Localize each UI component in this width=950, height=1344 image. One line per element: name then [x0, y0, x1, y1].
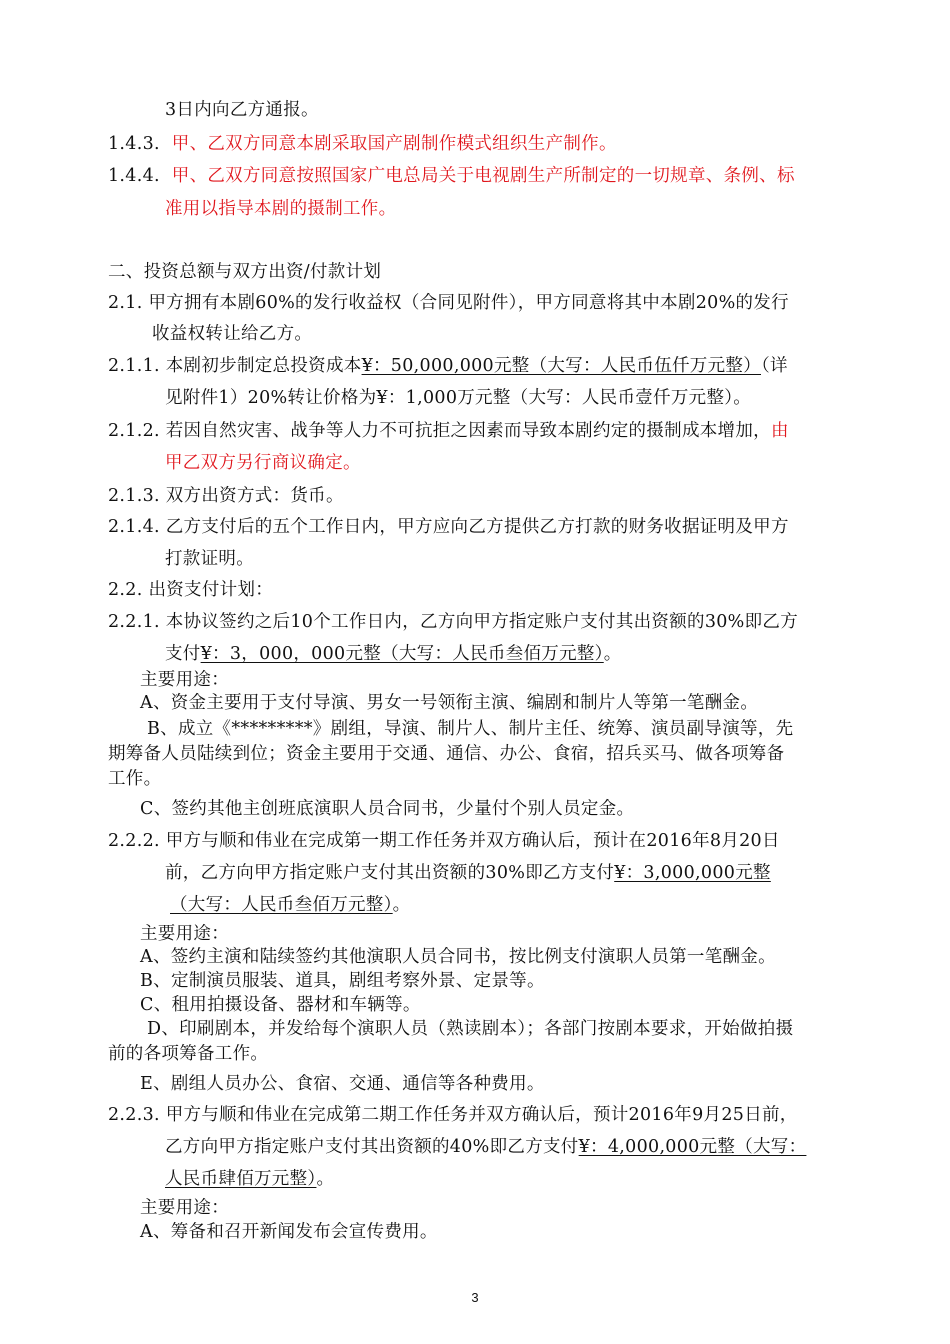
clause-2-1-3: 2.1.3. 双方出资方式：货币。 [108, 486, 344, 506]
clause-2-1-4: 2.1.4. 乙方支付后的五个工作日内，甲方应向乙方提供乙方打款的财务收据证明及甲方 [108, 517, 789, 537]
usage-item: B、定制演员服装、道具，剧组考察外景、定景等。 [140, 971, 545, 991]
text-line: 3日内向乙方通报。 [165, 100, 319, 120]
usage-item: 工作。 [108, 769, 162, 789]
amount-underlined: ¥：50,000,000元整（大写：人民币伍仟万元整） [361, 356, 761, 376]
clause-2-1-2 [108, 420, 789, 442]
usage-heading: 主要用途： [140, 924, 229, 944]
usage-item: C、租用拍摄设备、器材和车辆等。 [140, 995, 421, 1015]
usage-item: A、签约主演和陆续签约其他演职人员合同书，按比例支付演职人员第一笔酬金。 [140, 947, 776, 967]
clause-text: 乙方向甲方指定账户支付其出资额的40%即乙方支付 [165, 1137, 579, 1157]
clause-2-2-2: 2.2.2. 甲方与顺和伟业在完成第一期工作任务并双方确认后，预计在2016年8月20日 [108, 831, 780, 851]
clause-text-red: 甲乙双方另行商议确定。 [165, 453, 361, 473]
amount-underlined: ¥：3，000，000元整（大写：人民币叁佰万元整） [200, 644, 604, 664]
usage-heading: 主要用途： [140, 1198, 229, 1218]
text-line [165, 1136, 806, 1158]
text-line [165, 1168, 334, 1190]
clause-2-2-3: 2.2.3. 甲方与顺和伟业在完成第二期工作任务并双方确认后，预计2016年9月25日前， [108, 1105, 798, 1125]
usage-item: A、资金主要用于支付导演、男女一号领衔主演、编剧和制片人等第一笔酬金。 [140, 693, 759, 713]
usage-item: A、筹备和召开新闻发布会宣传费用。 [140, 1222, 438, 1242]
clause-text: 。 [316, 1169, 335, 1189]
clause-number: 1.4.3. [108, 134, 160, 154]
clause-text: 2.1.2. 若因自然灾害、战争等人力不可抗拒之因素而导致本剧约定的摄制成本增加， [108, 421, 771, 441]
clause-text-red: 甲、乙双方同意本剧采取国产剧制作模式组织生产制作。 [171, 134, 617, 154]
amount-underlined: ¥：4,000,000元整（大写： [578, 1137, 807, 1157]
clause-text: 。 [603, 644, 622, 664]
text-line: 打款证明。 [165, 549, 254, 569]
clause-text: 支付 [165, 644, 201, 664]
usage-item: B、成立《*********》剧组，导演、制片人、制片主任、统筹、演员副导演等，先 [147, 719, 794, 739]
clause-2-2-1: 2.2.1. 本协议签约之后10个工作日内，乙方向甲方指定账户支付其出资额的30%即乙方 [108, 612, 799, 632]
usage-item: 前的各项筹备工作。 [108, 1044, 269, 1064]
clause-1-4-3 [108, 133, 617, 155]
text-line [165, 643, 622, 665]
page-number: 3 [471, 1290, 479, 1305]
amount-underlined: （大写：人民币叁佰万元整） [170, 895, 393, 915]
section-heading: 二、投资总额与双方出资/付款计划 [108, 262, 382, 282]
usage-item: 期筹备人员陆续到位；资金主要用于交通、通信、办公、食宿，招兵买马、做各项筹备 [108, 744, 785, 764]
amount-underlined: 人民币肆佰万元整） [165, 1169, 317, 1189]
usage-heading: 主要用途： [140, 670, 229, 690]
usage-item: D、印刷剧本，并发给每个演职人员（熟读剧本）；各部门按剧本要求，开始做拍摄 [147, 1019, 794, 1039]
clause-text-red: 甲、乙双方同意按照国家广电总局关于电视剧生产所制定的一切规章、条例、标 [171, 166, 795, 186]
text-line: 收益权转让给乙方。 [152, 324, 313, 344]
text-line: 见附件1）20%转让价格为¥：1,000万元整（大写：人民币壹仟万元整）。 [165, 388, 752, 408]
clause-text: 2.1.1. 本剧初步制定总投资成本 [108, 356, 362, 376]
clause-2-1: 2.1. 甲方拥有本剧60%的发行收益权（合同见附件），甲方同意将其中本剧20%的发行 [108, 293, 789, 313]
clause-text: （详 [761, 356, 788, 376]
clause-number: 1.4.4. [108, 166, 160, 186]
text-line [170, 894, 410, 916]
usage-item: E、剧组人员办公、食宿、交通、通信等各种费用。 [140, 1074, 545, 1094]
amount-underlined: ¥：3,000,000元整 [614, 863, 771, 883]
clause-text: 。 [392, 895, 411, 915]
clause-text-red: 由 [770, 421, 789, 441]
text-line [165, 862, 771, 884]
clause-text-red: 准用以指导本剧的摄制工作。 [165, 199, 397, 219]
clause-2-2: 2.2. 出资支付计划： [108, 580, 274, 600]
clause-1-4-4 [108, 165, 795, 187]
clause-text: 前，乙方向甲方指定账户支付其出资额的30%即乙方支付 [165, 863, 615, 883]
usage-item: C、签约其他主创班底演职人员合同书，少量付个别人员定金。 [140, 799, 635, 819]
clause-2-1-1 [108, 355, 788, 377]
